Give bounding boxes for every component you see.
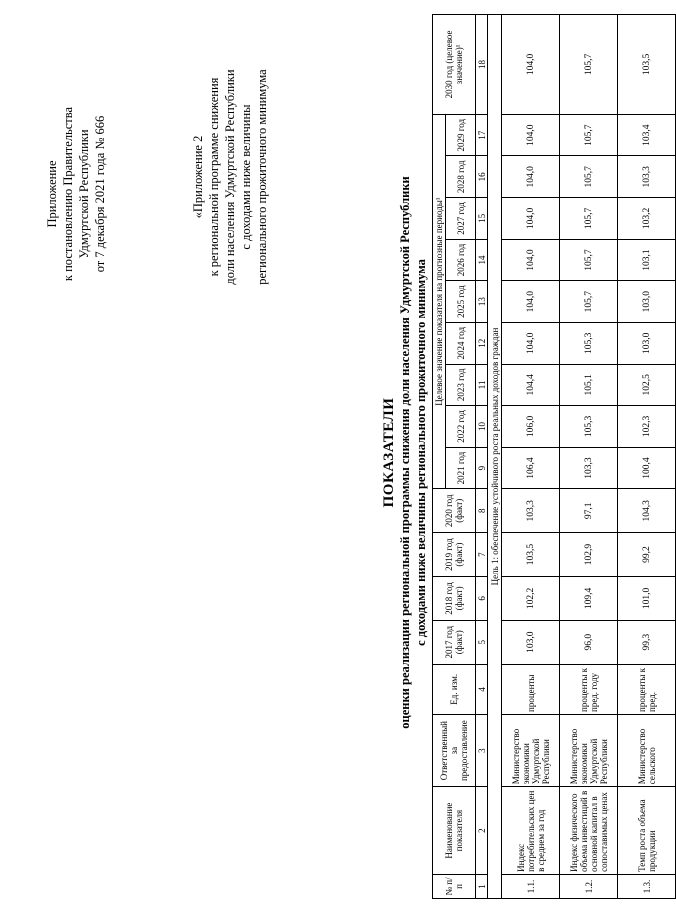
column-number: 11	[476, 364, 488, 406]
header-2023: 2023 год	[446, 364, 476, 406]
value-cell: 105,1	[560, 364, 618, 406]
appendix-line: «Приложение 2	[191, 135, 205, 219]
value-cell: 103,4	[618, 114, 676, 156]
value-cell: 103,5	[502, 533, 560, 577]
row-num: 1.3.	[618, 874, 676, 898]
row-unit: проценты	[502, 664, 560, 714]
header-2018: 2018 год (факт)	[433, 577, 476, 621]
value-cell: 103,0	[502, 620, 560, 664]
value-cell: 104,0	[502, 322, 560, 364]
value-cell: 104,0	[502, 114, 560, 156]
appendix-2-header	[190, 47, 270, 307]
appendix-line: к постановлению Правительства	[61, 106, 75, 282]
header-unit: Ед. изм.	[433, 664, 476, 714]
column-number: 16	[476, 156, 488, 198]
value-cell: 106,4	[502, 447, 560, 489]
header-2020: 2020 год (факт)	[433, 489, 476, 533]
value-cell: 103,1	[618, 239, 676, 281]
value-cell: 99,2	[618, 533, 676, 577]
column-number: 10	[476, 406, 488, 448]
column-number: 17	[476, 114, 488, 156]
row-num: 1.2.	[560, 874, 618, 898]
column-number: 2	[476, 787, 488, 875]
value-cell: 103,0	[618, 281, 676, 323]
value-cell: 105,7	[560, 114, 618, 156]
column-number: 5	[476, 620, 488, 664]
value-cell: 104,0	[502, 239, 560, 281]
indicators-table	[432, 14, 676, 899]
value-cell: 102,3	[618, 406, 676, 448]
document-subtitle: с доходами ниже величины регионального прожиточного минимума	[414, 259, 428, 646]
column-number: 15	[476, 198, 488, 240]
column-number: 3	[476, 715, 488, 787]
value-cell: 109,4	[560, 577, 618, 621]
appendix-line: регионального прожиточного минимума	[255, 69, 269, 285]
header-2030: 2030 год (целевое значение)¹	[433, 15, 476, 115]
value-cell: 105,7	[560, 156, 618, 198]
value-cell: 104,0	[502, 15, 560, 115]
header-2025: 2025 год	[446, 281, 476, 323]
table-row	[560, 15, 618, 899]
value-cell: 103,2	[618, 198, 676, 240]
column-number: 13	[476, 281, 488, 323]
value-cell: 102,9	[560, 533, 618, 577]
row-name: Индекс потребительских цен в среднем за год	[502, 787, 560, 875]
column-number: 9	[476, 447, 488, 489]
appendix-line: доли населения Удмуртской Республики	[223, 69, 237, 285]
header-2029: 2029 год	[446, 114, 476, 156]
value-cell: 103,3	[502, 489, 560, 533]
column-number: 12	[476, 322, 488, 364]
row-num: 1.1.	[502, 874, 560, 898]
header-name: Наименование показателя	[433, 787, 476, 875]
value-cell: 99,3	[618, 620, 676, 664]
value-cell: 105,3	[560, 322, 618, 364]
row-responsible: Министерство экономики Удмуртской Республики	[560, 715, 618, 787]
value-cell: 105,7	[560, 15, 618, 115]
value-cell: 105,7	[560, 281, 618, 323]
column-number: 7	[476, 533, 488, 577]
column-number: 8	[476, 489, 488, 533]
row-name: Индекс физического объема инвестиций в основной капитал в сопоставимых ценах	[560, 787, 618, 875]
appendix-line: к региональной программе снижения	[207, 77, 221, 277]
value-cell: 104,0	[502, 198, 560, 240]
value-cell: 105,7	[560, 198, 618, 240]
value-cell: 101,0	[618, 577, 676, 621]
document-heading: ПОКАЗАТЕЛИ	[381, 397, 397, 508]
appendix-line: Удмуртской Республики	[77, 129, 91, 259]
row-unit: проценты к пред. году	[560, 664, 618, 714]
appendix-header	[44, 79, 108, 309]
value-cell: 103,5	[618, 15, 676, 115]
column-number-row	[476, 15, 488, 899]
value-cell: 103,0	[618, 322, 676, 364]
value-cell: 105,7	[560, 239, 618, 281]
header-2022: 2022 год	[446, 406, 476, 448]
header-responsible: Ответственный за предоставление	[433, 715, 476, 787]
appendix-line: от 7 декабря 2021 года № 666	[93, 115, 107, 273]
value-cell: 106,0	[502, 406, 560, 448]
column-number: 6	[476, 577, 488, 621]
header-2024: 2024 год	[446, 322, 476, 364]
row-responsible: Министерство экономики Удмуртской Республики	[502, 715, 560, 787]
table-row	[618, 15, 676, 899]
header-2021: 2021 год	[446, 447, 476, 489]
header-target-group: Целевое значение показателя на прогнозные периоды¹	[433, 114, 446, 489]
column-number: 4	[476, 664, 488, 714]
value-cell: 100,4	[618, 447, 676, 489]
column-number: 14	[476, 239, 488, 281]
value-cell: 104,0	[502, 281, 560, 323]
header-2027: 2027 год	[446, 198, 476, 240]
value-cell: 103,3	[618, 156, 676, 198]
row-unit: проценты к пред.	[618, 664, 676, 714]
appendix-line: Приложение	[45, 160, 59, 228]
header-2017: 2017 год (факт)	[433, 620, 476, 664]
row-responsible: Министерство сельского	[618, 715, 676, 787]
header-2026: 2026 год	[446, 239, 476, 281]
column-number: 18	[476, 15, 488, 115]
value-cell: 104,3	[618, 489, 676, 533]
value-cell: 96,0	[560, 620, 618, 664]
header-2019: 2019 год (факт)	[433, 533, 476, 577]
value-cell: 102,5	[618, 364, 676, 406]
value-cell: 102,2	[502, 577, 560, 621]
goal-row	[488, 15, 502, 899]
row-name: Темп роста объема продукции	[618, 787, 676, 875]
value-cell: 103,3	[560, 447, 618, 489]
document-subtitle: оценки реализации региональной программы снижения доли населения Удмуртской Республики	[398, 176, 412, 729]
column-number: 1	[476, 874, 488, 898]
header-num: № п/п	[433, 874, 476, 898]
appendix-line: с доходами ниже величины	[239, 104, 253, 250]
value-cell: 97,1	[560, 489, 618, 533]
value-cell: 104,4	[502, 364, 560, 406]
header-2028: 2028 год	[446, 156, 476, 198]
value-cell: 104,0	[502, 156, 560, 198]
value-cell: 105,3	[560, 406, 618, 448]
table-row	[502, 15, 560, 899]
goal-text: Цель 1: обеспечение устойчивого роста реальных доходов граждан	[488, 15, 502, 899]
